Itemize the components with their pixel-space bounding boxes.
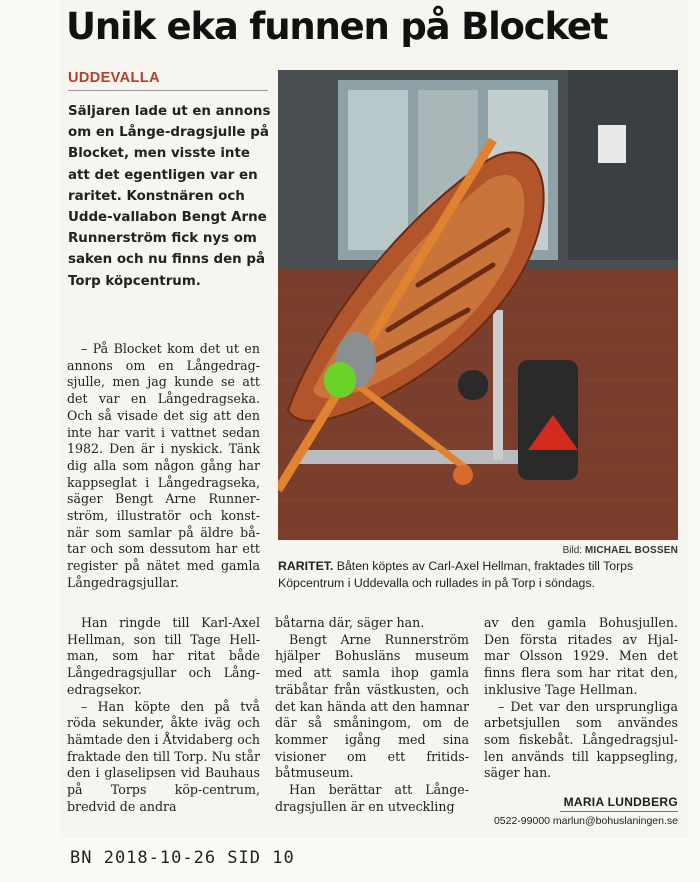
boat-photo-illustration bbox=[278, 70, 678, 540]
body-column-3 bbox=[484, 615, 678, 782]
paragraph: båtarna där, säger han. bbox=[275, 615, 425, 630]
kicker-rule bbox=[68, 90, 268, 91]
handwritten-note: BN 2018-10-26 SID 10 bbox=[70, 848, 295, 868]
kicker-location: UDDEVALLA bbox=[68, 70, 160, 86]
paragraph: – Det var den ursprungliga arbetsjullen som användes som fiskebåt. Långedragsjul-len används till kappsegling, säger han. bbox=[484, 698, 678, 781]
paragraph: Han berättar att Långe-dragsjullen är en utveckling bbox=[275, 782, 469, 814]
paragraph: Han ringde till Karl-Axel Hellman, son till Tage Hell-man, som har ritat både Långedragsjullar och Lång-edragsekor. bbox=[67, 615, 260, 697]
boat-photo bbox=[278, 70, 678, 540]
photo-credit bbox=[278, 545, 678, 556]
ingress: Säljaren lade ut en annons om en Långe-dragsjulle på Blocket, men visste inte att det egentligen var en raritet. Konstnären och Udde-vallabon Bengt Arne Runnerström fick nys om saken och nu finns den på Torp köpcentrum. bbox=[68, 104, 271, 289]
byline-rule bbox=[560, 811, 678, 812]
caption-label: RARITET. bbox=[278, 559, 334, 573]
paragraph: – Han köpte den på två röda sekunder, åkte iväg och hämtade den i Åtvidaberg och fraktade den till Torp. Nu står den i glaselipsen vid Bauhaus på Torps köp-centrum, bredvid de andra bbox=[67, 698, 260, 814]
body-column-1-bottom bbox=[67, 615, 260, 815]
byline: MARIA LUNDBERG bbox=[563, 795, 678, 809]
photo-credit-label: Bild: bbox=[562, 545, 583, 556]
body-column-2 bbox=[275, 615, 469, 815]
headline: Unik eka funnen på Blocket bbox=[66, 5, 608, 48]
contact-info: 0522-99000 marlun@bohuslaningen.se bbox=[493, 815, 678, 827]
body-column-1 bbox=[67, 341, 260, 592]
photo-caption bbox=[278, 558, 678, 592]
paragraph: Bengt Arne Runnerström hjälper Bohusläns museum med att samla ihop gamla träbåtar från västkusten, och det kan hända att den hamnar där så småningom, om de kommer igång med sina visioner om ett fritids-båtmuseum. bbox=[275, 631, 469, 781]
paragraph: – På Blocket kom det ut en annons om en Långedrag-sjulle, men jag kunde se att det var en Långedragseka. Och så visade det sig att den inte har varit i vattnet sedan 1982. Den är i nyskick. Tänk dig alla som någon gång har kappseglat i Långedragseka, säger Bengt Arne Runner-ström, illustratör och konst-när som samlar på äldre bå-tar och som dessutom har ett register på nätet med gamla Långedragsjullar. bbox=[67, 341, 260, 590]
photo-credit-name: MICHAEL BOSSEN bbox=[584, 545, 678, 556]
caption-text: Båten köptes av Carl-Axel Hellman, fraktades till Torps Köpcentrum i Uddevalla och rullades in på Torp i söndags. bbox=[278, 559, 634, 590]
paragraph: av den gamla Bohusjullen. Den första ritades av Hjal-mar Olsson 1929. Men det finns flera som har ritat den, inklusive Tage Hellman. bbox=[484, 615, 678, 697]
